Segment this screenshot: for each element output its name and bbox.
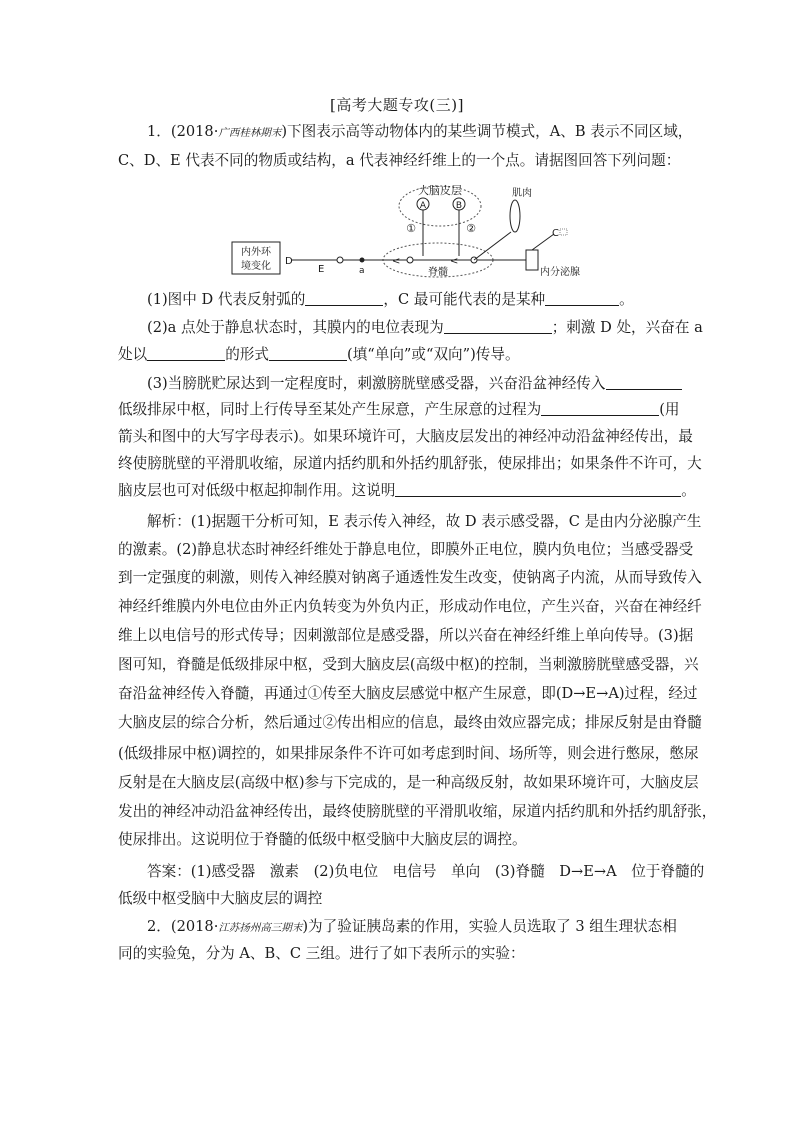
q1-sub2-line-2 [118,345,678,365]
path-2-label: ② [466,222,476,235]
q1-number: 1．(2018· [147,123,219,140]
q1-source: 广西桂林期末 [218,127,282,139]
analysis-line: 奋沿盆神经传入脊髓，再通过①传至大脑皮层感觉中枢产生尿意，即(D→E→A)过程，经过 [118,685,698,702]
q2-source: 江苏扬州高三期末 [218,922,303,934]
q1-sub2-text-c: 处以 [118,346,148,363]
q1-sub1-text-c: 。 [619,291,634,308]
q1-sub1-text-b: ，C 最可能代表的是某种 [383,291,546,308]
q1-sub3-text-2a: 低级排尿中枢，同时上行传导至某处产生尿意，产生尿意的过程为 [118,401,542,418]
answer-blank[interactable] [444,319,552,334]
area-a-label: A [419,201,427,211]
d-label: D [285,256,293,267]
answer-line-1: 答案：(1)感受器 激素 (2)负电位 电信号 单向 (3)脊髓 D→E→A 位于脊髓的 [147,863,705,880]
env-label-1: 内外环 [241,247,271,258]
answer-blank[interactable] [269,346,347,361]
analysis-line: 解析：(1)据题干分析可知，E 表示传入神经，故 D 表示感受器，C 是由内分泌腺产生 [147,513,702,530]
a-label: a [359,266,365,276]
q1-sub3-text-5a: 脑皮层也可对低级中枢起抑制作用。这说明 [118,482,396,499]
q1-sub2-text-e: (填“单向”或“双向”)传导。 [347,346,520,363]
answer-blank[interactable] [395,482,681,497]
analysis-line: 图可知，脊髓是低级排尿中枢，受到大脑皮层(高级中枢)的控制，当刺激膀胱壁感受器，兴 [118,656,699,673]
answer-line-2: 低级中枢受脑中大脑皮层的调控 [118,890,323,907]
analysis-line: 使尿排出。这说明位于脊髓的低级中枢受脑中大脑皮层的调控。 [118,831,527,848]
answer-blank[interactable] [305,291,383,306]
e-label: E [318,264,325,275]
neuron-node [337,257,343,263]
q1-sub2-line-1 [147,318,703,338]
muscle-shape [510,200,520,232]
cortex-label: 大脑皮层 [418,184,462,197]
muscle-label: 肌肉 [512,188,532,199]
analysis-line: 大脑皮层的综合分析，然后通过②传出相应的信息，最终由效应器完成；排尿反射是由脊髓 [118,714,702,731]
q1-line-1 [147,122,693,143]
q1-sub3-text-1: (3)当膀胱贮尿达到一定程度时，刺激膀胱壁感受器，兴奋沿盆神经传入 [147,375,606,392]
q1-sub3-text-5b: 。 [681,482,696,499]
page-title: [高考大题专攻(三)] [330,96,464,114]
muscle-nerve [474,232,511,260]
analysis-line: 反射是在大脑皮层(高级中枢)参与下完成的，是一种高级反射，故如果环境许可，大脑皮层 [118,774,699,791]
answer-blank[interactable] [545,291,619,306]
analysis-line: 的激素。(2)静息状态时神经纤维处于静息电位，即膜外正电位，膜内负电位；当感受器受 [118,541,694,558]
path-1-label: ① [406,222,416,235]
env-label-2: 境变化 [241,261,271,272]
q1-sub3-line-1 [147,374,678,394]
answer-blank[interactable] [541,401,659,416]
q1-sub3-line-4: 终使膀胱壁的平滑肌收缩，尿道内括约肌和外括约肌舒张，使尿排出；如果条件不许可，大 [118,455,702,472]
q1-sub1-text-a: (1)图中 D 代表反射弧的 [147,291,306,308]
q1-sub2-text-a: (2)a 点处于静息状态时，其膜内的电位表现为 [147,319,444,336]
spinal-label: 脊髓 [428,267,448,278]
q1-sub3-text-2b: (用 [659,401,680,418]
gland-label: 内分泌腺 [540,267,580,278]
point-a-dot [360,258,365,263]
q2-line-1-text: )为了验证胰岛素的作用，实验人员选取了 3 组生理状态相 [302,918,677,935]
c-label: C [552,228,559,239]
analysis-line: 神经纤维膜内外电位由外正内负转变为外负内正，形成动作电位，产生兴奋，兴奋在神经纤 [118,598,702,615]
q1-sub1 [147,290,678,310]
answer-blank[interactable] [147,346,225,361]
q1-sub2-text-d: 的形式 [225,346,269,363]
q1-sub3-line-5 [118,481,696,501]
analysis-line: (低级排尿中枢)调控的，如果排尿条件不许可如考虑到时间、场所等，则会进行憋尿，憋尿 [118,745,699,762]
q2-line-2: 同的实验兔，分为 A、B、C 三组。进行了如下表所示的实验： [118,945,525,962]
q2-number: 2．(2018· [147,918,219,935]
analysis-line: 到一定强度的刺激，则传入神经膜对钠离子通透性发生改变，使钠离子内流，从而导致传入 [118,569,702,586]
q1-line-2: C、D、E 代表不同的物质或结构，a 代表神经纤维上的一个点。请据图回答下列问题： [118,152,681,169]
analysis-line: 维上以电信号的形式传导；因刺激部位是感受器，所以兴奋在神经纤维上单向传导。(3)据 [118,627,694,644]
area-b-label: B [455,201,463,211]
q2-line-1 [147,917,678,938]
q1-sub2-text-b: ；刺激 D 处，兴奋在 a [551,319,703,336]
reflex-diagram [228,182,608,278]
synapse-mark: < [450,256,459,267]
synapse-mark: < [392,256,401,267]
gland-box [526,250,538,270]
answer-blank[interactable] [606,375,682,390]
q1-sub3-line-3: 箭头和图中的大写字母表示)。如果环境许可，大脑皮层发出的神经冲动沿盆神经传出，最 [118,428,693,445]
neuron-node [407,257,413,263]
q1-line-1-text: )下图表示高等动物体内的某些调节模式，A、B 表示不同区域， [281,123,693,140]
q1-sub3-line-2 [118,400,678,420]
hormone-arrow [532,234,554,250]
hormone-mark [560,229,567,235]
analysis-line: 发出的神经冲动沿盆神经传出，最终使膀胱壁的平滑肌收缩，尿道内括约肌和外括约肌舒张， [118,803,717,820]
